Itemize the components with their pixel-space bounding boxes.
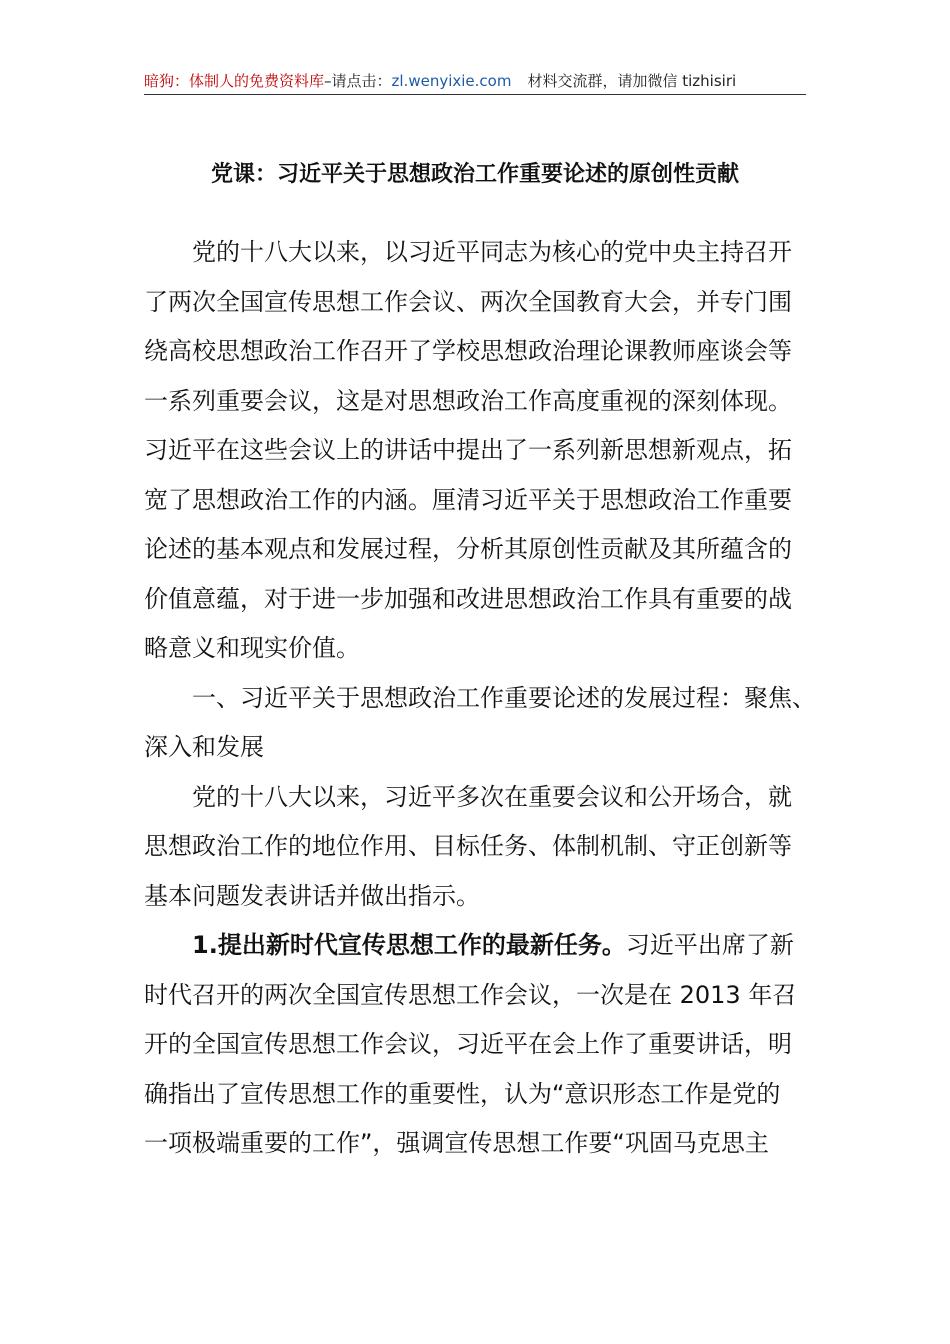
- text-line: [144, 426, 808, 476]
- text-line: [144, 921, 808, 971]
- header-link[interactable]: zl.wenyixie.com: [391, 72, 512, 90]
- text-line: [144, 674, 816, 724]
- document-body: [144, 228, 816, 1169]
- text-line: [144, 377, 808, 427]
- text-line: [144, 971, 808, 1021]
- line-text: 一、习近平关于思想政治工作重要论述的发展过程：聚焦、: [192, 683, 816, 712]
- text-line: [144, 575, 808, 625]
- page-header: [144, 70, 806, 95]
- line-text: 习近平出席了新: [625, 931, 794, 959]
- line-text: 一系列重要会议，这是对思想政治工作高度重视的深刻体现。: [144, 386, 792, 415]
- text-line: [144, 278, 808, 328]
- text-line: [144, 1070, 808, 1120]
- text-line: [144, 476, 808, 526]
- line-text: 绕高校思想政治工作召开了学校思想政治理论课教师座谈会等: [144, 337, 792, 365]
- line-text: 了两次全国宣传思想工作会议、两次全国教育大会，并专门围: [144, 287, 792, 316]
- line-text: 论述的基本观点和发展过程，分析其原创性贡献及其所蕴含的: [144, 535, 792, 563]
- bold-heading: 1.提出新时代宣传思想工作的最新任务。: [192, 931, 626, 959]
- line-text: 宽了思想政治工作的内涵。厘清习近平关于思想政治工作重要: [144, 485, 792, 514]
- text-line: [144, 773, 808, 823]
- line-text: 深入和发展: [144, 733, 264, 761]
- line-text: 价值意蕴，对于进一步加强和改进思想政治工作具有重要的战: [144, 584, 792, 613]
- line-text: 时代召开的两次全国宣传思想工作会议，一次是在 2013 年召: [144, 980, 797, 1009]
- line-text: 思想政治工作的地位作用、目标任务、体制机制、守正创新等: [144, 832, 792, 860]
- line-text: 略意义和现实价值。: [144, 634, 360, 662]
- text-line: [144, 872, 808, 922]
- text-line: [144, 228, 808, 278]
- text-line: [144, 525, 808, 575]
- header-wechat-note: 材料交流群，请加微信 tizhisiri: [527, 72, 737, 90]
- line-text: 党的十八大以来，习近平多次在重要会议和公开场合，就: [192, 782, 792, 811]
- text-line: [144, 1020, 808, 1070]
- line-text: 党的十八大以来，以习近平同志为核心的党中央主持召开: [192, 238, 792, 266]
- text-line: [144, 822, 808, 872]
- document-title: 党课：习近平关于思想政治工作重要论述的原创性贡献: [210, 162, 739, 187]
- line-text: 基本问题发表讲话并做出指示。: [144, 881, 480, 910]
- line-text: 开的全国宣传思想工作会议，习近平在会上作了重要讲话，明: [144, 1030, 792, 1058]
- line-text: 一项极端重要的工作”，强调宣传思想工作要“巩固马克思主: [144, 1129, 769, 1157]
- header-separator: –请点击：: [324, 72, 392, 90]
- line-text: 确指出了宣传思想工作的重要性，认为“意识形态工作是党的: [144, 1079, 781, 1108]
- header-brand: 暗狗：体制人的免费资料库: [144, 72, 325, 90]
- text-line: [144, 327, 808, 377]
- text-line: [144, 1119, 808, 1169]
- text-line: [144, 723, 808, 773]
- line-text: 习近平在这些会议上的讲话中提出了一系列新思想新观点，拓: [144, 436, 792, 464]
- text-line: [144, 624, 808, 674]
